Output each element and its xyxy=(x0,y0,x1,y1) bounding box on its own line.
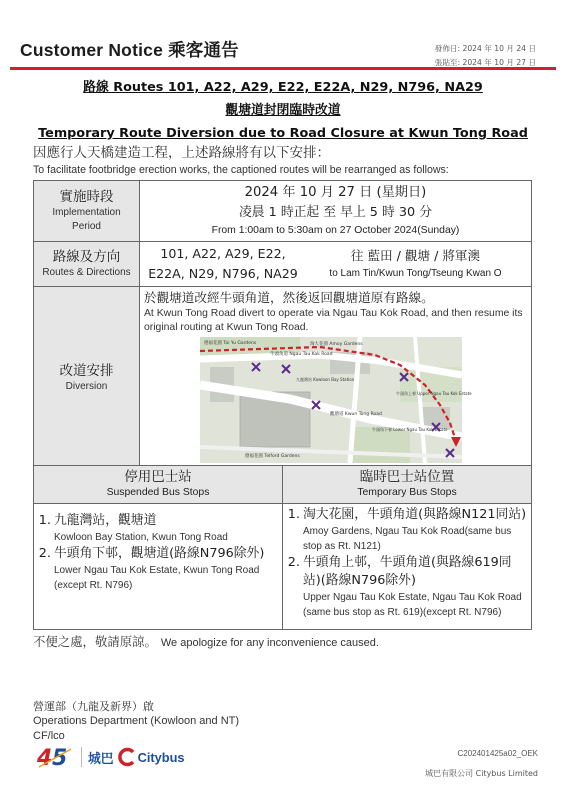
temporary-header-en: Temporary Bus Stops xyxy=(357,487,457,498)
signature-zh: 營運部（九龍及新界）啟 xyxy=(33,700,154,713)
implementation-label-en2: Period xyxy=(72,221,101,232)
implementation-value xyxy=(140,181,532,242)
map-label-amoy: 淘大花園 Amoy Gardens xyxy=(310,342,363,347)
map-label-kb-station: 九龍灣站 Kowloon Bay Station xyxy=(296,377,355,382)
intro-zh: 因應行人天橋建造工程，上述路線將有以下安排： xyxy=(33,145,330,161)
routes-direction-en: to Lam Tin/Kwun Tong/Tseung Kwan O xyxy=(329,268,502,279)
diversion-map-image xyxy=(200,337,472,463)
logo-separator xyxy=(81,747,82,767)
en-heading: Temporary Route Diversion due to Road Closure at Kwun Tong Road xyxy=(38,126,528,141)
notice-headings xyxy=(0,76,566,145)
temporary-zh-2: 牛頭角上邨，牛頭角道(與路線619同站)(路線N796除外) xyxy=(303,555,512,588)
map-label-tai-yu: 德福花園 Tai Yu Gardens xyxy=(204,341,257,346)
routes-direction xyxy=(300,246,531,282)
list-item xyxy=(34,512,282,545)
signature-ref: CF/lco xyxy=(33,730,65,742)
suspended-header-zh: 停用巴士站 xyxy=(124,469,192,485)
map-label-telford: 德福花園 Telford Gardens xyxy=(245,454,300,459)
implementation-date: 2024 年 10 月 27 日 (星期日) xyxy=(244,185,427,200)
diversion-label xyxy=(34,287,140,469)
bus-stops-table xyxy=(33,465,532,630)
suspended-header xyxy=(34,466,283,504)
routes-label-en: Routes & Directions xyxy=(42,267,131,278)
suspended-zh-2: 牛頭角下邨，觀塘道(路線N796除外) xyxy=(54,546,265,561)
document-code: C202401425a02_OEK xyxy=(457,749,538,758)
apology-en: We apologize for any inconvenience caused. xyxy=(160,637,379,649)
temporary-header-zh: 臨時巴士站位置 xyxy=(359,469,455,485)
svg-text:5: 5 xyxy=(52,746,68,771)
apology-zh: 不便之處，敬請原諒。 xyxy=(33,634,157,649)
citybus-logo-en: Citybus xyxy=(137,749,185,765)
suspended-num-1: 1. xyxy=(38,513,51,528)
anniversary-45-logo xyxy=(37,745,75,769)
temporary-en-2: Upper Ngau Tau Kok Estate, Ngau Tau Kok Road (same bus stop as Rt. 619)(except Rt. N796) xyxy=(303,592,522,618)
diversion-label-en: Diversion xyxy=(65,380,108,392)
notice-dates xyxy=(435,42,536,70)
issue-date: 發佈日: 2024 年 10 月 24 日 xyxy=(434,44,536,53)
routes-direction-zh: 往 藍田 / 觀塘 / 將軍澳 xyxy=(350,248,481,263)
intro-text xyxy=(33,145,538,179)
implementation-time-zh: 凌晨 1 時正起 至 早上 5 時 30 分 xyxy=(238,205,433,220)
diversion-value xyxy=(140,287,532,469)
notice-title: Customer Notice 乘客通告 xyxy=(20,40,239,60)
temporary-num-1: 1. xyxy=(287,507,300,522)
list-item xyxy=(283,506,531,554)
list-item xyxy=(283,554,531,620)
routes-label-zh: 路線及方向 xyxy=(52,249,121,265)
map-label-upper-ntk: 牛頭角上邨 Upper Ngau Tau Kok Estate xyxy=(396,391,472,396)
map-label-ntk-road: 牛頭角道 Ngau Tau Kok Road xyxy=(270,352,333,357)
list-item xyxy=(34,545,282,593)
intro-en: To facilitate footbridge erection works, the captioned routes will be rearranged as follows: xyxy=(33,164,449,176)
citybus-c-icon xyxy=(118,748,136,766)
diversion-text-zh: 於觀塘道改經牛頭角道，然後返回觀塘道原有路線。 xyxy=(144,290,434,305)
arrangement-table xyxy=(33,180,532,469)
svg-text:4: 4 xyxy=(37,746,53,771)
suspended-list xyxy=(34,504,283,630)
diversion-map xyxy=(200,337,472,463)
apology-text xyxy=(33,632,379,650)
temporary-list xyxy=(283,504,532,630)
implementation-time-en: From 1:00am to 5:30am on 27 October 2024(Sunday) xyxy=(211,225,460,236)
signature-en: Operations Department (Kowloon and NT) xyxy=(33,715,240,727)
suspended-header-en: Suspended Bus Stops xyxy=(106,487,210,498)
temporary-en-1: Amoy Gardens, Ngau Tau Kok Road(same bus stop as Rt. N121) xyxy=(303,526,512,552)
suspended-zh-1: 九龍灣站，觀塘道 xyxy=(54,513,157,528)
diversion-label-zh: 改道安排 xyxy=(59,362,114,379)
map-label-kt-road: 觀塘道 Kwun Tong Road xyxy=(330,412,382,417)
routes-value xyxy=(140,242,532,287)
company-name: 城巴有限公司 Citybus Limited xyxy=(425,769,538,778)
brand-logos xyxy=(37,745,185,769)
diversion-text-en: At Kwun Tong Road divert to operate via Ngau Tau Kok Road, and then resume its original routing at Kwun Tong Road. xyxy=(144,308,523,333)
header-divider xyxy=(10,67,556,70)
routes-list-line1: 101, A22, A29, E22, xyxy=(160,246,286,261)
implementation-label-zh: 實施時段 xyxy=(59,189,114,205)
suspended-num-2: 2. xyxy=(38,546,51,561)
citybus-logo xyxy=(88,748,185,767)
implementation-label xyxy=(34,181,140,242)
signature xyxy=(33,699,239,744)
routes-heading: 路線 Routes 101, A22, A29, E22, E22A, N29, N796, NA29 xyxy=(83,80,483,95)
temporary-header xyxy=(283,466,532,504)
implementation-label-en1: Implementation xyxy=(52,207,121,218)
routes-label xyxy=(34,242,140,287)
suspended-en-1: Kowloon Bay Station, Kwun Tong Road xyxy=(54,532,228,543)
temporary-num-2: 2. xyxy=(287,555,300,570)
post-date: 張貼至: 2024 年 10 月 27 日 xyxy=(434,58,536,67)
map-label-lower-ntk: 牛頭角下邨 Lower Ngau Tau Kok Estate xyxy=(372,427,448,432)
routes-list xyxy=(140,244,300,284)
citybus-logo-zh: 城巴 xyxy=(88,751,114,767)
temporary-zh-1: 淘大花園，牛頭角道(與路線N121同站) xyxy=(303,507,527,522)
routes-list-line2: E22A, N29, N796, NA29 xyxy=(148,266,298,281)
zh-heading: 觀塘道封閉臨時改道 xyxy=(225,103,341,118)
suspended-en-2: Lower Ngau Tau Kok Estate, Kwun Tong Road (except Rt. N796) xyxy=(54,565,260,591)
